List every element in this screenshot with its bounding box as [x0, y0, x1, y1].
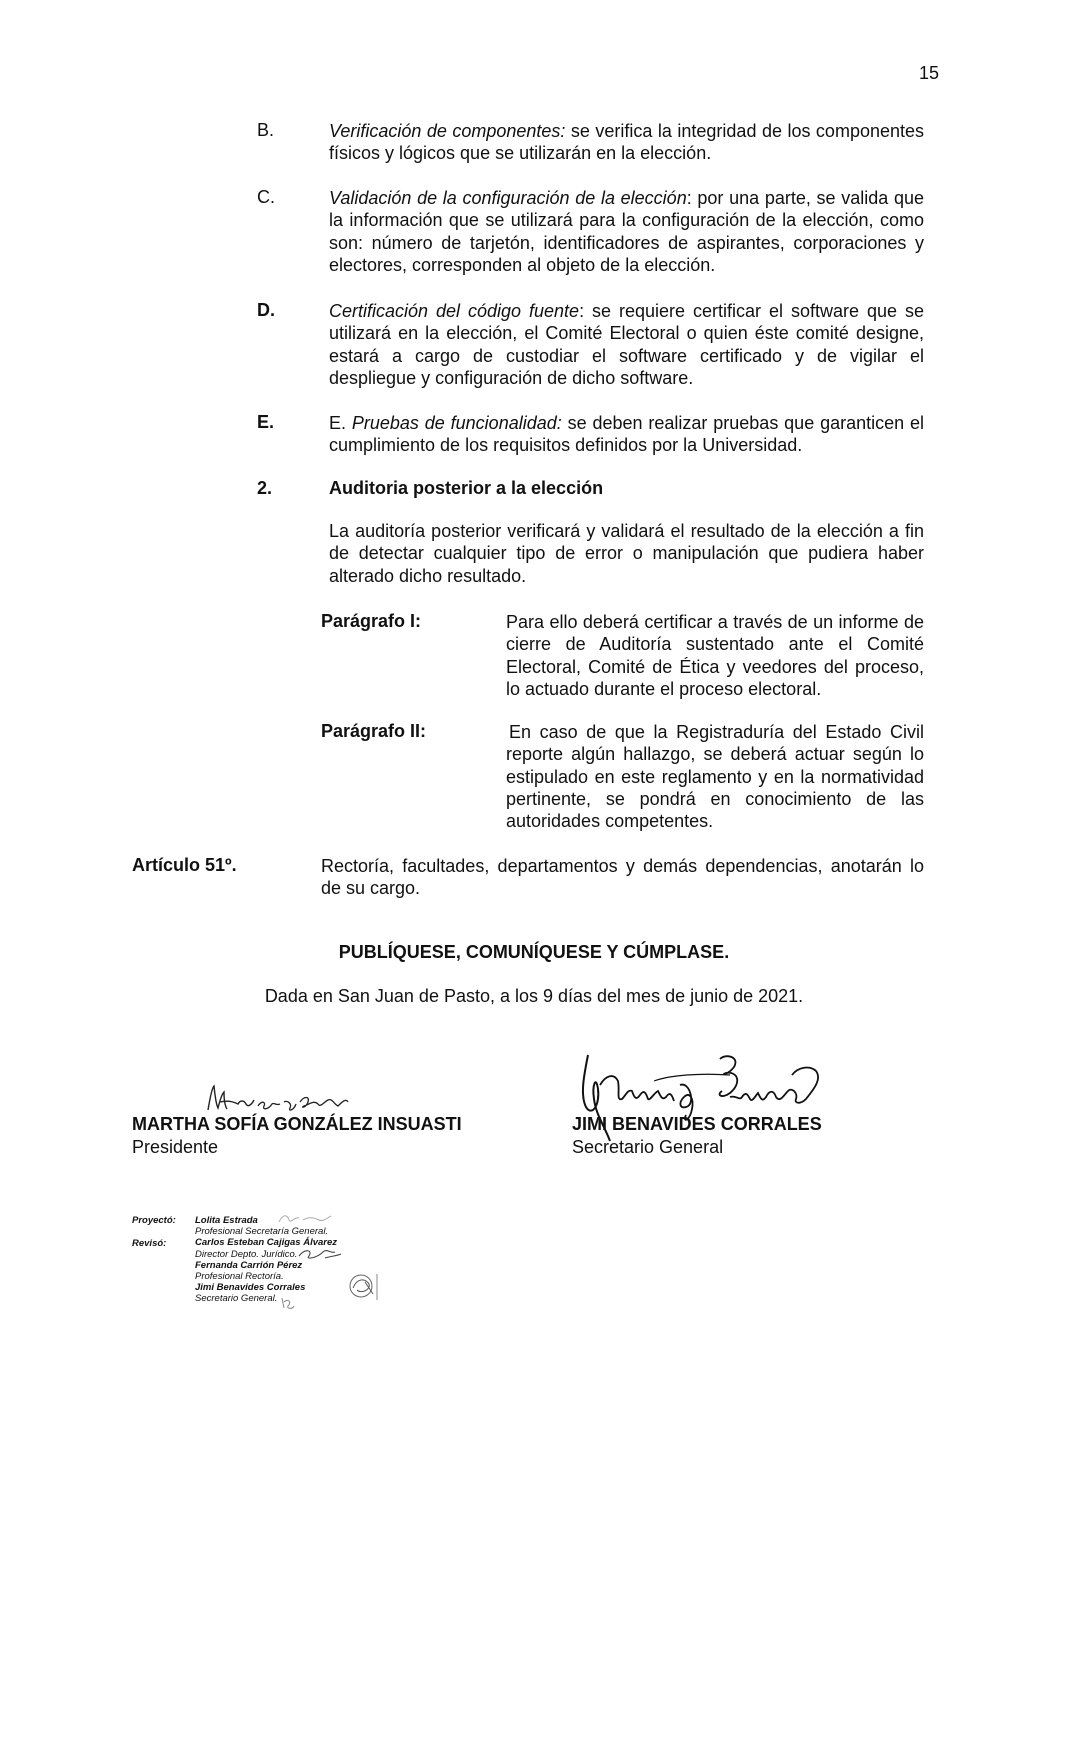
paragrafo-1-label: Parágrafo I:: [321, 611, 422, 631]
item-c-text: [329, 187, 924, 276]
item-d-body: : se requiere certificar el software que se utilizará en la elección, el Comité Electoral o quien éste comité designe, estará a cargo de custodiar el software certificado y de vigilar el despliegue y configuración de dicho software.: [329, 301, 924, 388]
section-2-number: 2.: [257, 478, 273, 498]
signatory-left-role: Presidente: [132, 1137, 219, 1157]
item-b-letter: B.: [257, 120, 275, 140]
item-e-body: se deben realizar pruebas que garanticen el cumplimiento de los requisitos definidos por la Universidad.: [329, 413, 924, 456]
article-text: Rectoría, facultades, departamentos y demás dependencias, anotarán lo de su cargo.: [321, 856, 924, 899]
paragrafo-2-label: Parágrafo II:: [321, 721, 427, 741]
item-c-body: : por una parte, se valida que la información que se utilizará para la configuración de la elección, como son: número de tarjetón, identificadores de aspirantes, corporaciones y electores, corresponden al objeto de la elección.: [329, 188, 924, 275]
item-d-title: Certificación del código fuente: [329, 301, 580, 321]
item-b-body: se verifica la integridad de los componentes físicos y lógicos que se utilizarán en la elección.: [329, 121, 925, 164]
section-2-heading: Auditoria posterior a la elección: [329, 478, 604, 498]
signatory-right-role: Secretario General: [572, 1137, 724, 1157]
credit-role-1: Profesional Secretaría General.: [195, 1226, 329, 1238]
item-b-title: Verificación de componentes:: [329, 121, 566, 141]
credit-name-1: Lolita Estrada: [195, 1215, 258, 1226]
item-c-letter: C.: [257, 187, 275, 207]
item-c-title: Validación de la configuración de la elección: [329, 188, 687, 208]
credit-name-3: Fernanda Carrión Pérez: [195, 1259, 303, 1271]
article-label: Artículo 51º.: [132, 855, 237, 875]
item-d-letter: D.: [257, 300, 275, 320]
initials-mark-3: [345, 1268, 381, 1304]
credit-name-4: Jimi Benavides Corrales: [195, 1282, 306, 1294]
paragrafo-2-text: En caso de que la Registraduría del Estado Civil reporte algún hallazgo, se deberá actuar según lo estipulado en este reglamento y en la normatividad pertinente, se pondrá en conocimiento de las autoridades competentes.: [506, 722, 924, 832]
paragrafo-1-text: Para ello deberá certificar a través de un informe de cierre de Auditoría sustentado ante el Comité Electoral, Comité de Ética y veedores del proceso, lo actuado durante el proceso electoral.: [506, 612, 924, 699]
credits-proyecto-text: Proyectó:: [132, 1215, 176, 1226]
item-b-text: [329, 120, 924, 165]
page-number: 15: [919, 63, 940, 83]
given-statement: Dada en San Juan de Pasto, a los 9 días del mes de junio de 2021.: [264, 986, 804, 1006]
credit-role-4: Secretario General.: [195, 1293, 278, 1305]
item-e-letter: E.: [257, 412, 275, 432]
credit-name-2: Carlos Esteban Cajigas Álvarez: [195, 1237, 338, 1249]
credit-role-2: Director Depto. Jurídico.: [195, 1248, 298, 1260]
item-e-prefix: E.: [329, 413, 352, 433]
item-e-text: [329, 412, 924, 457]
publish-statement: PUBLÍQUESE, COMUNÍQUESE Y CÚMPLASE.: [338, 942, 730, 962]
signatory-left-name: MARTHA SOFÍA GONZÁLEZ INSUASTI: [132, 1114, 462, 1134]
initials-mark-2: [295, 1244, 345, 1262]
credits-reviso-label: [132, 1238, 166, 1249]
initials-mark-1: [275, 1210, 335, 1226]
section-2-text: La auditoría posterior verificará y validará el resultado de la elección a fin de detectar cualquier tipo de error o manipulación que pudiera haber alterado dicho resultado.: [329, 521, 924, 586]
item-e-title: Pruebas de funcionalidad:: [351, 413, 562, 433]
signatory-right-name: JIMI BENAVIDES CORRALES: [572, 1114, 822, 1134]
item-d-text: [329, 300, 924, 389]
credit-role-3: Profesional Rectoría.: [195, 1271, 284, 1283]
credits-proyecto-label: [132, 1215, 176, 1226]
credits-reviso-text: Revisó:: [132, 1238, 167, 1249]
initials-mark-4: [278, 1294, 298, 1312]
